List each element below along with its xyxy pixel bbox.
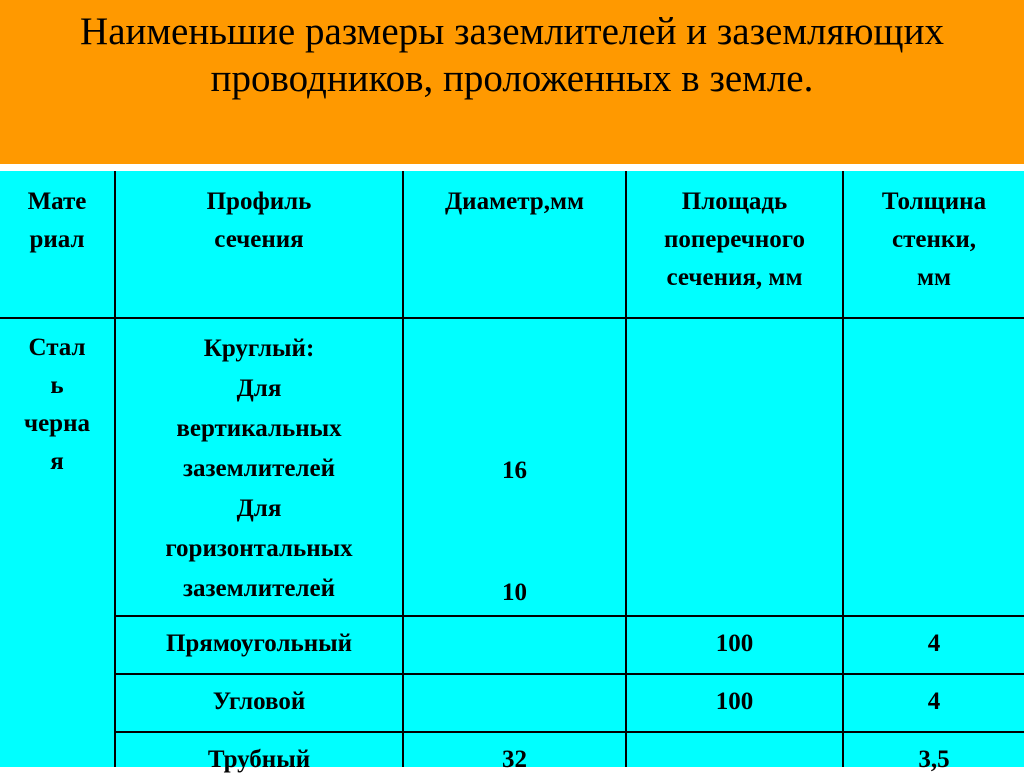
row-divider [0, 317, 1024, 319]
slide-title [0, 8, 1024, 102]
material-cell: Стал ь черна я [23, 334, 90, 475]
profile-rectangular: Прямоугольный [165, 630, 353, 657]
row-divider [114, 615, 1024, 617]
profile-pipe: Трубный [207, 746, 311, 773]
thickness-pipe: 3,5 [918, 746, 950, 773]
header-thickness: Толщина стенки, мм [881, 188, 987, 291]
profile-round: Круглый: Для вертикальных заземлителей Для горизонтальных заземлителей [165, 335, 353, 602]
profile-angle: Угловой [212, 688, 306, 715]
area-rectangular: 100 [715, 630, 754, 657]
header-material: Мате риал [27, 188, 87, 253]
header-diameter: Диаметр,мм [444, 188, 585, 215]
diameter-vertical: 16 [502, 457, 527, 484]
header-area: Площадь поперечного сечения, мм [663, 188, 805, 291]
thickness-angle: 4 [927, 688, 941, 715]
header-profile: Профиль сечения [206, 188, 312, 253]
title-line: Наименьшие размеры заземлителей и [80, 10, 708, 53]
diameter-horizontal: 10 [502, 579, 527, 606]
thickness-rectangular: 4 [927, 630, 941, 657]
title-bar [0, 0, 1024, 164]
row-divider [114, 673, 1024, 675]
title-line: заземляющих проводников, проложенных в [210, 10, 944, 100]
diameter-pipe: 32 [502, 746, 527, 773]
area-angle: 100 [715, 688, 754, 715]
title-line: земле. [709, 57, 814, 100]
row-divider [114, 731, 1024, 733]
grounding-table [0, 171, 1024, 773]
